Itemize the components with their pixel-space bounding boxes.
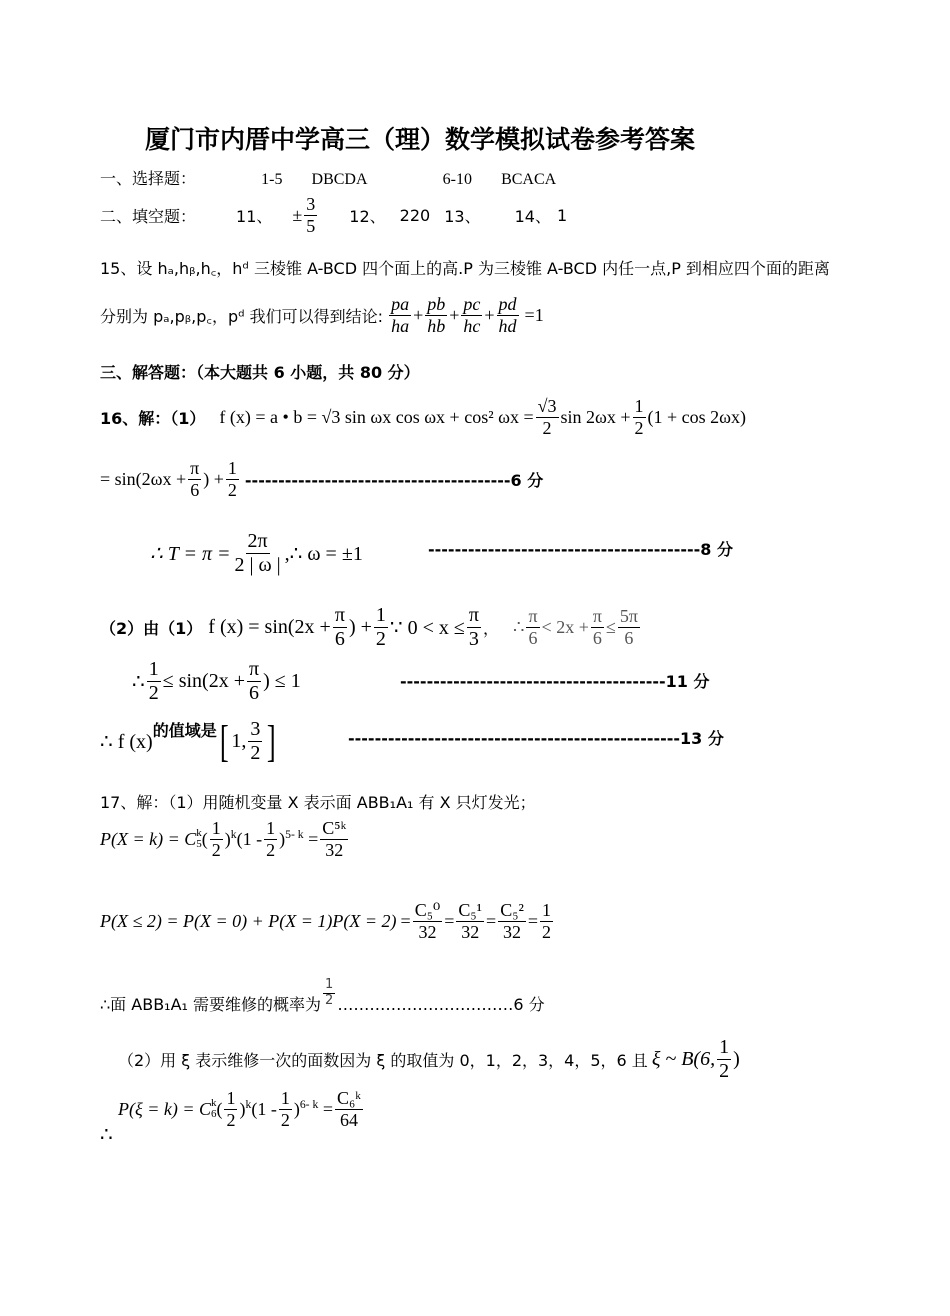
- q17-line1: 17、解：（1）用随机变量 X 表示面 ABB₁A₁ 有 X 只灯发光；: [100, 793, 536, 812]
- q16-part2-expr: f (x) = sin(2x +: [208, 616, 331, 638]
- q17-eq3: P(ξ = k) = C k 6 ( $\frac{1}{2}$ )$^k$ (1 - $\frac{1}{2}$ )$^{6- k}$ = $\frac{\text{C₆ᵏ}}{64}$: [118, 1088, 361, 1130]
- fraction-numerator: 1: [211, 818, 221, 838]
- fraction-denominator: 2: [148, 682, 159, 704]
- q16-part2-therefore: ∴: [513, 617, 525, 637]
- fill-q13: 13、: [444, 206, 481, 226]
- q16-expr-end: (1 + cos 2ωx): [647, 406, 746, 427]
- fraction-numerator: 1: [266, 818, 276, 838]
- q17-eq3-start: P(ξ = k) = C: [118, 1098, 211, 1119]
- fraction-denominator: 2: [280, 1109, 290, 1130]
- fraction-denominator: hc: [463, 315, 481, 336]
- q17-eq3-mid: (1 -: [251, 1098, 277, 1119]
- q17-eq3-frac-1: [224, 1088, 237, 1130]
- fill-q11: 11、: [236, 206, 273, 226]
- fraction-numerator: √3: [537, 396, 557, 416]
- q17-eq2-frac-3: [498, 900, 526, 942]
- fill-q12-answer: 220: [399, 205, 431, 225]
- fraction-numerator: π: [190, 458, 200, 478]
- fill-section: [100, 194, 567, 236]
- q16-line5-start: ∴: [132, 671, 145, 693]
- q15-frac-a: [389, 294, 411, 336]
- subscript: 5: [196, 838, 202, 851]
- choice-section: [100, 166, 556, 189]
- q16-part2-frac-1: [333, 604, 347, 651]
- superscript: k: [210, 1097, 217, 1110]
- exponent: 5- k: [285, 828, 304, 842]
- fill-q11-fraction: [304, 194, 317, 236]
- fraction-denominator: ha: [391, 315, 410, 336]
- q16-range-frac: [248, 718, 262, 765]
- q17-eq2-frac-2: [456, 900, 484, 942]
- q16-range-start: 1,: [231, 730, 247, 752]
- q16-part2-comma: ，: [482, 619, 499, 638]
- fraction-denominator: 5: [306, 215, 316, 236]
- left-bracket: [: [219, 716, 229, 766]
- q16-part2-because: ∵ 0 < x ≤: [389, 617, 465, 639]
- fraction-numerator: 3: [306, 194, 316, 214]
- fraction-numerator: π: [592, 606, 602, 627]
- fraction-denominator: hb: [427, 315, 446, 336]
- choice-range-1: 1-5: [261, 171, 283, 188]
- superscript: k: [196, 827, 202, 840]
- q17-line5-text: （2）用 ξ 表示维修一次的面数因为 ξ 的取值为 0，1，2，3，4，5，6 且: [118, 1051, 648, 1070]
- q17-eq1-mid: (1 -: [236, 828, 263, 849]
- choice-range-2: 6-10: [442, 171, 472, 188]
- q16-frac-1: [536, 396, 559, 438]
- q16-score-8: -----------------------------------------8 分: [428, 540, 733, 559]
- fraction-denominator: 6: [190, 479, 200, 500]
- fraction-denominator: 6: [592, 628, 602, 648]
- q16-score-6: ----------------------------------------6 分: [244, 470, 544, 490]
- q16-part2-frac-2: [374, 604, 388, 651]
- fraction-numerator: 1: [325, 977, 334, 992]
- fraction-numerator: pc: [463, 294, 481, 314]
- fraction-denominator: 2: [542, 417, 552, 438]
- fraction-denominator: 2: [719, 1060, 730, 1082]
- q16-part2-frac-3: [467, 604, 481, 651]
- exponent: k: [230, 828, 237, 842]
- fraction-denominator: hd: [498, 315, 517, 336]
- fraction-numerator: 1: [719, 1036, 730, 1058]
- q16-label: 16、解：（1）: [100, 408, 206, 428]
- q16-score-13: --------------------------------------------------13 分: [348, 729, 724, 748]
- fraction-numerator: pb: [427, 294, 446, 314]
- fraction-numerator: 1: [280, 1088, 290, 1108]
- q17-eq1-frac-3: [320, 818, 348, 860]
- q17-line4: [100, 978, 545, 1015]
- q16-line2-mid: ) +: [203, 468, 224, 489]
- fraction-denominator: 2: [375, 628, 386, 650]
- q17-line5-dist: ξ ~ B(6,: [651, 1048, 716, 1070]
- q17-eq2-frac-4: [540, 900, 553, 942]
- q16-line2-start: = sin(2ωx +: [100, 468, 187, 489]
- q17-eq1-frac-2: [264, 818, 277, 860]
- q16-score-11: ----------------------------------------11 分: [400, 672, 710, 691]
- q17-eq1-start: P(X = k) = C: [100, 828, 197, 849]
- q16-line6-start: ∴ f (x): [100, 731, 153, 753]
- q16-part2-frac-5: [591, 606, 604, 648]
- fraction-numerator: π: [249, 658, 260, 680]
- fraction-denominator: 2: [266, 839, 276, 860]
- fraction-denominator: 6: [528, 628, 538, 648]
- q17-line4-prefix: ∴面 ABB₁A₁ 需要维修的概率为: [100, 994, 322, 1014]
- fraction-numerator: 2π: [247, 530, 268, 552]
- q15-prefix: 分别为 pₐ,pᵦ,p꜀，pᵈ 我们可以得到结论:: [100, 306, 384, 326]
- fill-q12: 12、: [349, 206, 386, 226]
- q16-expr-start: f (x) = a • b = √3 sin ωx cos ωx + cos² ωx =: [219, 406, 534, 427]
- fill-q11-sign: ±: [292, 204, 303, 225]
- fraction-numerator: 1: [148, 658, 159, 680]
- q16-part2-lt: < 2x +: [541, 617, 589, 637]
- q15-frac-c: [461, 294, 482, 336]
- q16-part2-frac-4: [526, 606, 539, 648]
- q17-eq1-frac-1: [210, 818, 223, 860]
- q17-line5-close: ): [733, 1048, 740, 1070]
- exponent: 6- k: [299, 1098, 319, 1112]
- subscript: 6: [210, 1108, 217, 1121]
- q15-line2: 分别为 pₐ,pᵦ,p꜀，pᵈ 我们可以得到结论: $\frac{pa}{ha}$ + $\frac{pb}{hb}$ + $\frac{pc}{hc}$ + $\frac{pd}{hd}$ =1: [100, 294, 544, 336]
- answer-section-label: 三、解答题：（本大题共 6 小题，共 80 分）: [100, 363, 420, 382]
- page-title: 厦门市内厝中学高三（理）数学模拟试卷参考答案: [145, 125, 696, 154]
- fraction-denominator: 2: [250, 742, 261, 764]
- q16-part2-mid: ) +: [348, 616, 372, 638]
- fraction-numerator: π: [528, 606, 538, 627]
- fraction-denominator: 2: [227, 479, 237, 500]
- fraction-denominator: 32: [503, 921, 522, 942]
- q16-line5: [132, 658, 301, 705]
- fraction-numerator: 3: [250, 718, 261, 740]
- q16-line2: [100, 458, 543, 500]
- choice-label: 一、选择题：: [100, 169, 197, 188]
- q16-line5-frac-1: [147, 658, 161, 705]
- q17-eq2-start: P(X ≤ 2) = P(X = 0) + P(X = 1)P(X = 2): [100, 910, 397, 931]
- q16-frac-2: [633, 396, 646, 438]
- fraction-denominator: 2: [226, 1109, 236, 1130]
- q17-line5: [118, 1036, 740, 1083]
- fraction-denominator: 2 | ω |: [234, 554, 281, 576]
- choice-answers-2: BCACA: [501, 171, 557, 188]
- choice-answers-1: DBCDA: [311, 171, 368, 188]
- q16-line1: [100, 396, 746, 438]
- q17-eq1: P(X = k) = C k 5 ( $\frac{1}{2}$ )$^k$ (1 - $\frac{1}{2}$ )$^{5- k}$ = $\frac{\text{C⁵ᵏ}}{32}$: [100, 818, 347, 860]
- fraction-numerator: C₅⁰: [414, 900, 441, 920]
- q17-score-6: ……………………………6 分: [337, 994, 545, 1014]
- q16-line5-mid: ≤ sin(2x +: [162, 670, 245, 692]
- q16-line3-frac: [233, 530, 283, 577]
- fraction-denominator: 3: [468, 628, 479, 650]
- q17-eq2: P(X ≤ 2) = P(X = 0) + P(X = 1)P(X = 2) = $\frac{\text{C₅⁰}}{32}$ = $\frac{\text{C₅¹}}{32}$ = $\frac{\text{C₅²}}{32}$ = $\frac{1}{2}$: [100, 900, 552, 942]
- fraction-numerator: π: [334, 604, 345, 626]
- q17-line5-frac: [717, 1036, 731, 1083]
- fraction-numerator: 1: [226, 1088, 236, 1108]
- fraction-numerator: 1: [634, 396, 644, 416]
- q17-eq2-frac-1: [413, 900, 443, 942]
- q16-line2-frac-1: [188, 458, 201, 500]
- fraction-denominator: 2: [211, 839, 221, 860]
- fraction-denominator: 6: [249, 682, 260, 704]
- q16-part2-label: （2）由（1）: [100, 619, 203, 638]
- fraction-denominator: 6: [334, 628, 345, 650]
- fraction-denominator: 64: [339, 1109, 358, 1130]
- fraction-denominator: 2: [325, 992, 334, 1008]
- fraction-numerator: π: [468, 604, 479, 626]
- fill-q14-answer: 1: [556, 205, 568, 225]
- fraction-numerator: 1: [227, 458, 237, 478]
- q16-line3-start: ∴ T = π =: [150, 543, 231, 565]
- right-bracket: ]: [267, 716, 277, 766]
- fraction-numerator: 1: [542, 900, 552, 920]
- q17-therefore: ∴: [100, 1124, 113, 1146]
- q16-line5-frac-2: [247, 658, 261, 705]
- q16-part2: [100, 604, 642, 651]
- fraction-denominator: 2: [634, 417, 644, 438]
- fraction-numerator: C₆ᵏ: [337, 1088, 361, 1108]
- fraction-denominator: 32: [418, 921, 437, 942]
- fill-q14: 14、: [514, 206, 551, 226]
- q17-eq3-frac-3: [335, 1088, 363, 1130]
- fraction-numerator: pd: [498, 294, 517, 314]
- fraction-numerator: 1: [375, 604, 386, 626]
- q16-line6: [100, 718, 279, 765]
- fraction-numerator: 5π: [619, 606, 638, 627]
- fill-label: 二、填空题：: [100, 206, 197, 226]
- fraction-numerator: C₅¹: [458, 900, 483, 920]
- exponent: k: [245, 1098, 252, 1112]
- q16-line2-frac-2: [226, 458, 239, 500]
- fraction-denominator: 6: [624, 628, 634, 648]
- q17-line4-frac: [323, 978, 335, 1009]
- fraction-denominator: 32: [325, 839, 344, 860]
- q15-frac-b: [425, 294, 447, 336]
- q15-frac-d: [497, 294, 519, 336]
- fraction-denominator: 32: [461, 921, 480, 942]
- fraction-numerator: C₅²: [500, 900, 524, 920]
- q16-expr-mid: sin 2ωx +: [560, 406, 631, 427]
- fraction-denominator: 2: [542, 921, 552, 942]
- q15-line1: 15、设 hₐ,hᵦ,h꜀，hᵈ 三棱锥 A-BCD 四个面上的高.P 为三棱锥 A-BCD 内任一点,P 到相应四个面的距离: [100, 259, 830, 278]
- fraction-numerator: C⁵ᵏ: [322, 818, 347, 838]
- q17-eq3-frac-2: [279, 1088, 292, 1130]
- q16-part2-le: ≤: [605, 617, 616, 637]
- q16-line3: [150, 530, 363, 577]
- q16-line6-label: 的值域是: [152, 721, 217, 740]
- fraction-numerator: pa: [391, 294, 410, 314]
- q16-line5-end: ) ≤ 1: [263, 670, 301, 692]
- q16-part2-frac-6: [618, 606, 640, 648]
- q16-line3-end: ,∴ ω = ±1: [284, 543, 363, 565]
- q15-result: =1: [524, 304, 544, 325]
